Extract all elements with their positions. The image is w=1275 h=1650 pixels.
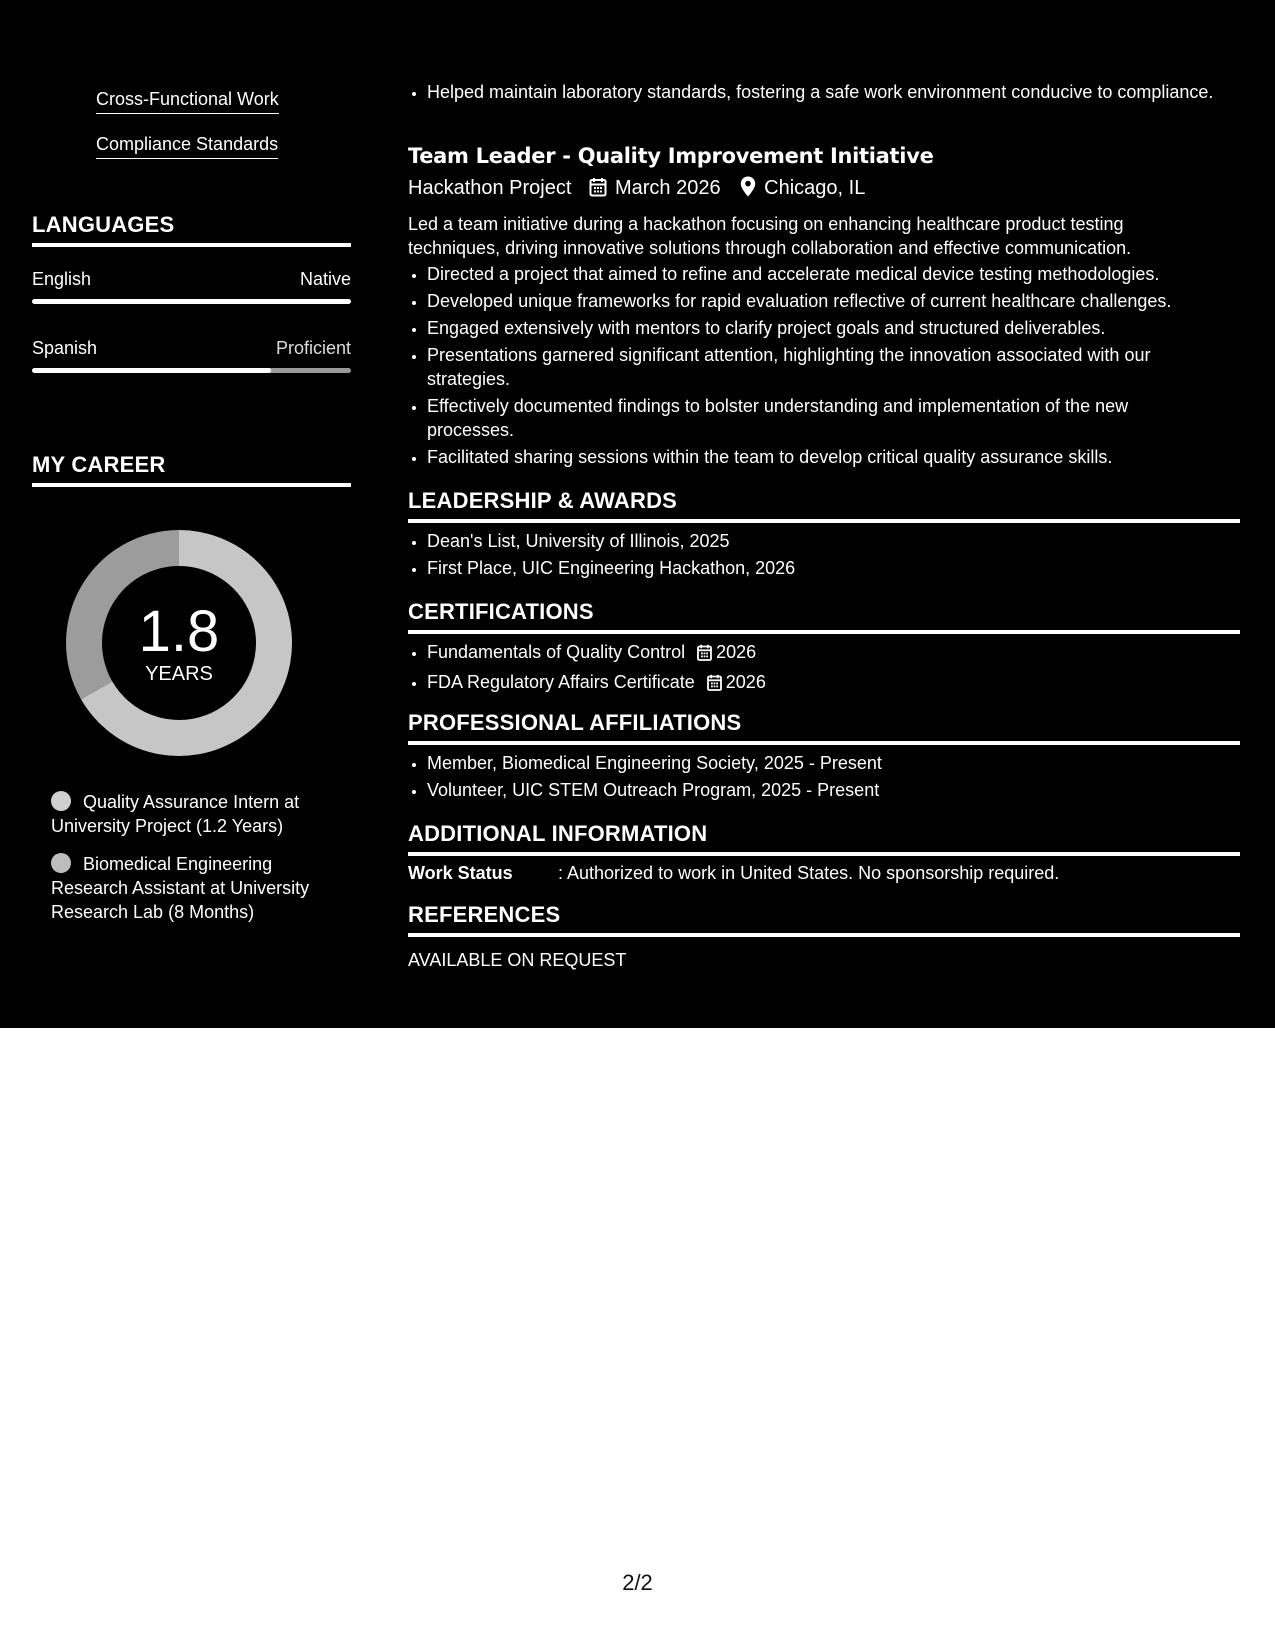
skill-item[interactable]: Cross-Functional Work — [96, 88, 279, 114]
references-section — [408, 902, 1240, 972]
language-bar — [32, 368, 351, 373]
skill-item[interactable]: Compliance Standards — [96, 133, 278, 159]
job-bullet: • Engaged extensively with mentors to clarify project goals and structured deliverables. — [427, 316, 1240, 340]
language-level: Proficient — [275, 338, 351, 358]
award-item: • Dean's List, University of Illinois, 2025 — [427, 529, 1240, 553]
language-bar-fill — [32, 299, 351, 304]
language-bar — [32, 299, 351, 304]
sidebar — [0, 0, 380, 1028]
work-status-value: : Authorized to work in United States. No sponsorship required. — [558, 863, 1060, 883]
job-location: Chicago, IL — [764, 177, 866, 199]
job-bullet: • Facilitated sharing sessions within the team to develop critical quality assurance skills. — [427, 445, 1240, 469]
awards-heading: LEADERSHIP & AWARDS — [408, 488, 1240, 523]
career-total: 1.8 — [138, 599, 220, 664]
affiliations-heading: PROFESSIONAL AFFILIATIONS — [408, 710, 1240, 745]
affiliation-item: • Volunteer, UIC STEM Outreach Program, 2025 - Present — [427, 778, 1240, 802]
certifications-section — [408, 599, 1240, 700]
certification-year: 2026 — [725, 672, 766, 692]
career-legend-item — [51, 790, 341, 838]
certification-item — [427, 670, 1240, 697]
languages-heading: LANGUAGES — [32, 212, 351, 247]
job-entry — [408, 143, 1240, 472]
affiliation-item: • Member, Biomedical Engineering Society, 2025 - Present — [427, 751, 1240, 775]
career-legend-text: Quality Assurance Intern at University Project (1.2 Years) — [51, 792, 300, 836]
career-donut-chart — [66, 530, 292, 756]
job-company: Hackathon Project — [408, 177, 572, 199]
references-text: AVAILABLE ON REQUEST — [408, 950, 627, 970]
awards-section — [408, 488, 1240, 583]
award-item: • First Place, UIC Engineering Hackathon, 2026 — [427, 556, 1240, 580]
job-bullet: • Developed unique frameworks for rapid evaluation reflective of current healthcare challenges. — [427, 289, 1240, 313]
page-number: 2/2 — [622, 1570, 653, 1595]
job-meta — [408, 175, 1240, 204]
job-bullet: • Directed a project that aimed to refine and accelerate medical device testing methodologies. — [427, 262, 1240, 286]
certification-year: 2026 — [716, 642, 757, 662]
certification-name: FDA Regulatory Affairs Certificate — [427, 672, 695, 692]
language-name: English — [32, 269, 92, 289]
career-legend-item — [51, 852, 341, 924]
work-status-row — [408, 863, 1240, 884]
job-summary: Led a team initiative during a hackathon focusing on enhancing healthcare product testing techniques, driving innovative solutions through collaboration and effective communication. — [408, 214, 1132, 258]
additional-info-section — [408, 821, 1240, 884]
career-unit: YEARS — [145, 663, 213, 685]
certification-name: Fundamentals of Quality Control — [427, 642, 686, 662]
job-date: March 2026 — [614, 177, 721, 199]
additional-info-heading: ADDITIONAL INFORMATION — [408, 821, 1240, 856]
certification-item — [427, 640, 1240, 667]
language-name: Spanish — [32, 338, 98, 358]
legend-dot-icon — [51, 791, 71, 811]
calendar-icon — [589, 177, 607, 204]
map-pin-icon — [740, 176, 756, 204]
calendar-icon — [707, 673, 722, 697]
career-legend-text: Biomedical Engineering Research Assistant at University Research Lab (8 Months) — [51, 854, 310, 922]
work-status-label: Work Status — [408, 863, 513, 883]
job-title: Team Leader - Quality Improvement Initiative — [408, 144, 934, 168]
affiliations-section — [408, 710, 1240, 805]
job-bullet: • Presentations garnered significant attention, highlighting the innovation associated with our strategies. — [427, 343, 1197, 391]
certifications-heading: CERTIFICATIONS — [408, 599, 1240, 634]
language-level: Native — [299, 269, 351, 289]
experience-bullets-top — [408, 80, 1240, 107]
legend-dot-icon — [51, 853, 71, 873]
main-content — [408, 0, 1240, 1028]
language-bar-fill — [32, 368, 271, 373]
job-bullet: • Effectively documented findings to bolster understanding and implementation of the new processes. — [427, 394, 1197, 442]
career-heading: MY CAREER — [32, 452, 351, 487]
references-heading: REFERENCES — [408, 902, 1240, 937]
calendar-icon — [697, 643, 712, 667]
experience-bullet: • Helped maintain laboratory standards, fostering a safe work environment conducive to compliance. — [427, 80, 1240, 104]
